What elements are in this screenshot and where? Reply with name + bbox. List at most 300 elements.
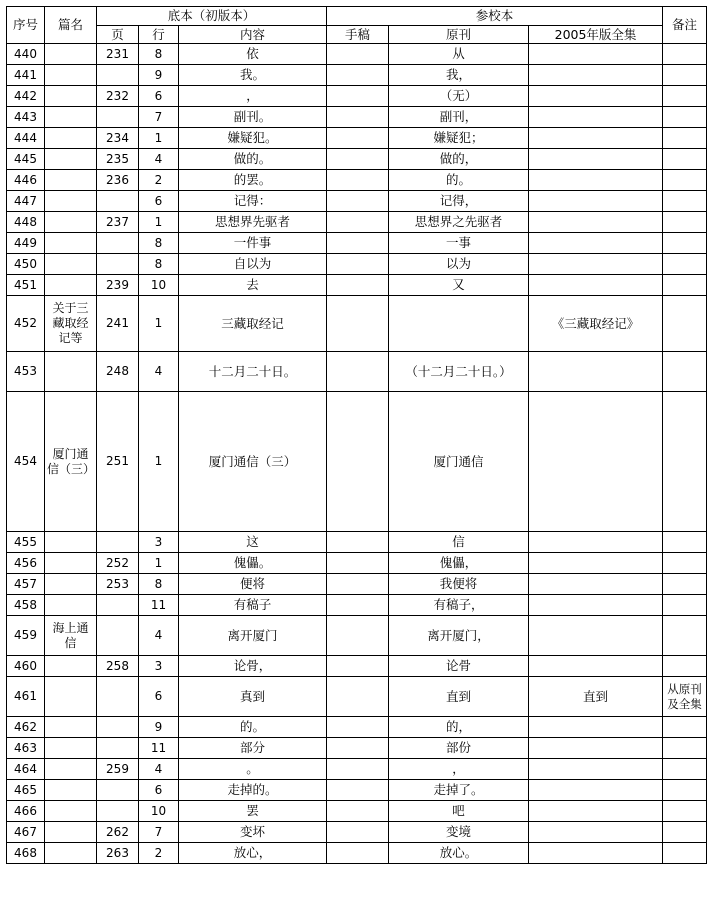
- cell-manuscript: [327, 86, 389, 107]
- cell-page: 253: [97, 574, 139, 595]
- table-row: [7, 780, 707, 801]
- cell-page: [97, 677, 139, 717]
- cell-content: 思想界先驱者: [179, 212, 327, 233]
- cell-line: 8: [139, 44, 179, 65]
- table-row: [7, 717, 707, 738]
- cell-note: [663, 780, 707, 801]
- cell-original: 以为: [389, 254, 529, 275]
- cell-manuscript: [327, 212, 389, 233]
- cell-title: [45, 717, 97, 738]
- cell-original: ，: [389, 759, 529, 780]
- cell-line: 6: [139, 191, 179, 212]
- cell-page: [97, 616, 139, 656]
- table-row: [7, 44, 707, 65]
- cell-note: [663, 553, 707, 574]
- cell-line: 10: [139, 275, 179, 296]
- cell-collection-2005: [529, 233, 663, 254]
- header-line: 行: [139, 25, 179, 44]
- cell-manuscript: [327, 352, 389, 392]
- cell-note: [663, 392, 707, 532]
- cell-original: 记得，: [389, 191, 529, 212]
- cell-title: [45, 275, 97, 296]
- cell-page: [97, 717, 139, 738]
- cell-note: [663, 128, 707, 149]
- cell-original: 傀儡，: [389, 553, 529, 574]
- table-row: [7, 149, 707, 170]
- cell-title: [45, 843, 97, 864]
- cell-collection-2005: [529, 352, 663, 392]
- cell-note: [663, 212, 707, 233]
- cell-note: [663, 822, 707, 843]
- cell-page: [97, 254, 139, 275]
- cell-collection-2005: [529, 532, 663, 553]
- cell-title: [45, 738, 97, 759]
- cell-page: 232: [97, 86, 139, 107]
- cell-collection-2005: [529, 128, 663, 149]
- table-row: [7, 275, 707, 296]
- table-row: [7, 65, 707, 86]
- cell-content: 的罢。: [179, 170, 327, 191]
- cell-line: 6: [139, 86, 179, 107]
- cell-note: [663, 574, 707, 595]
- cell-collection-2005: [529, 149, 663, 170]
- cell-seq: 462: [7, 717, 45, 738]
- cell-seq: 455: [7, 532, 45, 553]
- cell-content: 去: [179, 275, 327, 296]
- cell-content: 便将: [179, 574, 327, 595]
- cell-line: 9: [139, 717, 179, 738]
- cell-page: [97, 107, 139, 128]
- cell-note: [663, 759, 707, 780]
- cell-title: [45, 44, 97, 65]
- cell-page: 235: [97, 149, 139, 170]
- cell-seq: 440: [7, 44, 45, 65]
- cell-manuscript: [327, 759, 389, 780]
- cell-seq: 449: [7, 233, 45, 254]
- cell-page: 241: [97, 296, 139, 352]
- cell-note: [663, 532, 707, 553]
- cell-original: 直到: [389, 677, 529, 717]
- header-seq: 序号: [7, 7, 45, 44]
- cell-line: 1: [139, 296, 179, 352]
- cell-note: [663, 254, 707, 275]
- cell-original: 部份: [389, 738, 529, 759]
- cell-content: 嫌疑犯。: [179, 128, 327, 149]
- cell-title: 关于三藏取经记等: [45, 296, 97, 352]
- cell-seq: 446: [7, 170, 45, 191]
- table-row: [7, 595, 707, 616]
- cell-original: 厦门通信: [389, 392, 529, 532]
- cell-line: 4: [139, 616, 179, 656]
- table-row: [7, 553, 707, 574]
- cell-page: 231: [97, 44, 139, 65]
- cell-line: 11: [139, 595, 179, 616]
- cell-content: 十二月二十日。: [179, 352, 327, 392]
- cell-note: [663, 191, 707, 212]
- cell-line: 3: [139, 532, 179, 553]
- cell-manuscript: [327, 595, 389, 616]
- cell-note: [663, 738, 707, 759]
- cell-manuscript: [327, 392, 389, 532]
- cell-line: 1: [139, 553, 179, 574]
- cell-manuscript: [327, 532, 389, 553]
- table-row: [7, 843, 707, 864]
- cell-line: 3: [139, 656, 179, 677]
- cell-original: 做的，: [389, 149, 529, 170]
- cell-title: [45, 86, 97, 107]
- cell-seq: 441: [7, 65, 45, 86]
- cell-original: 思想界之先驱者: [389, 212, 529, 233]
- cell-line: 1: [139, 392, 179, 532]
- cell-collection-2005: [529, 44, 663, 65]
- cell-manuscript: [327, 170, 389, 191]
- cell-seq: 459: [7, 616, 45, 656]
- cell-seq: 445: [7, 149, 45, 170]
- table-row: [7, 233, 707, 254]
- cell-seq: 466: [7, 801, 45, 822]
- cell-page: 234: [97, 128, 139, 149]
- cell-line: 8: [139, 254, 179, 275]
- cell-title: [45, 822, 97, 843]
- table-row: [7, 107, 707, 128]
- cell-manuscript: [327, 822, 389, 843]
- cell-collection-2005: [529, 780, 663, 801]
- cell-collection-2005: [529, 553, 663, 574]
- cell-page: [97, 532, 139, 553]
- cell-note: [663, 44, 707, 65]
- cell-page: 258: [97, 656, 139, 677]
- table-row: [7, 738, 707, 759]
- cell-note: [663, 86, 707, 107]
- cell-page: 236: [97, 170, 139, 191]
- cell-collection-2005: [529, 738, 663, 759]
- cell-original: 从: [389, 44, 529, 65]
- cell-line: 9: [139, 65, 179, 86]
- cell-content: 我。: [179, 65, 327, 86]
- cell-title: [45, 532, 97, 553]
- cell-line: 6: [139, 780, 179, 801]
- cell-line: 2: [139, 170, 179, 191]
- cell-collection-2005: [529, 822, 663, 843]
- cell-page: 252: [97, 553, 139, 574]
- cell-note: [663, 233, 707, 254]
- cell-manuscript: [327, 738, 389, 759]
- header-manuscript: 手稿: [327, 25, 389, 44]
- cell-manuscript: [327, 275, 389, 296]
- cell-original: 变境: [389, 822, 529, 843]
- table-row: [7, 212, 707, 233]
- cell-original: 的。: [389, 170, 529, 191]
- cell-content: 这: [179, 532, 327, 553]
- cell-content: 三藏取经记: [179, 296, 327, 352]
- cell-line: 8: [139, 233, 179, 254]
- cell-collection-2005: [529, 254, 663, 275]
- cell-page: [97, 738, 139, 759]
- cell-page: [97, 595, 139, 616]
- header-title: 篇名: [45, 7, 97, 44]
- cell-collection-2005: [529, 843, 663, 864]
- cell-content: 的。: [179, 717, 327, 738]
- cell-content: 变坏: [179, 822, 327, 843]
- cell-title: [45, 128, 97, 149]
- cell-title: [45, 65, 97, 86]
- cell-line: 4: [139, 759, 179, 780]
- cell-note: [663, 717, 707, 738]
- header-original: 原刊: [389, 25, 529, 44]
- cell-line: 11: [139, 738, 179, 759]
- cell-seq: 454: [7, 392, 45, 532]
- cell-collection-2005: [529, 170, 663, 191]
- cell-original: 有稿子，: [389, 595, 529, 616]
- cell-content: 记得：: [179, 191, 327, 212]
- cell-content: 依: [179, 44, 327, 65]
- table-row: [7, 86, 707, 107]
- cell-manuscript: [327, 616, 389, 656]
- cell-page: 237: [97, 212, 139, 233]
- cell-collection-2005: [529, 86, 663, 107]
- cell-title: 海上通信: [45, 616, 97, 656]
- cell-original: 一事: [389, 233, 529, 254]
- table-row: [7, 128, 707, 149]
- cell-seq: 452: [7, 296, 45, 352]
- cell-line: 1: [139, 128, 179, 149]
- cell-seq: 463: [7, 738, 45, 759]
- table-header: [7, 7, 707, 44]
- cell-content: 做的。: [179, 149, 327, 170]
- cell-collection-2005: 《三藏取经记》: [529, 296, 663, 352]
- cell-manuscript: [327, 191, 389, 212]
- cell-title: [45, 801, 97, 822]
- cell-line: 4: [139, 352, 179, 392]
- cell-note: [663, 65, 707, 86]
- cell-original: 吧: [389, 801, 529, 822]
- cell-manuscript: [327, 149, 389, 170]
- cell-seq: 451: [7, 275, 45, 296]
- cell-content: 厦门通信（三）: [179, 392, 327, 532]
- cell-seq: 453: [7, 352, 45, 392]
- table-row: [7, 677, 707, 717]
- cell-seq: 456: [7, 553, 45, 574]
- cell-manuscript: [327, 296, 389, 352]
- table-row: [7, 296, 707, 352]
- cell-collection-2005: [529, 212, 663, 233]
- cell-manuscript: [327, 44, 389, 65]
- cell-manuscript: [327, 843, 389, 864]
- cell-line: 7: [139, 822, 179, 843]
- cell-content: 真到: [179, 677, 327, 717]
- cell-seq: 468: [7, 843, 45, 864]
- cell-note: [663, 275, 707, 296]
- cell-line: 8: [139, 574, 179, 595]
- cell-content: 一件事: [179, 233, 327, 254]
- cell-line: 4: [139, 149, 179, 170]
- cell-manuscript: [327, 553, 389, 574]
- cell-content: 论骨，: [179, 656, 327, 677]
- cell-title: [45, 191, 97, 212]
- cell-collection-2005: [529, 107, 663, 128]
- cell-note: [663, 616, 707, 656]
- table-row: [7, 191, 707, 212]
- table-row: [7, 532, 707, 553]
- cell-content: ，: [179, 86, 327, 107]
- cell-seq: 457: [7, 574, 45, 595]
- header-note: 备注: [663, 7, 707, 44]
- cell-collection-2005: [529, 717, 663, 738]
- cell-title: [45, 595, 97, 616]
- cell-page: [97, 191, 139, 212]
- table-row: [7, 801, 707, 822]
- header-content: 内容: [179, 25, 327, 44]
- cell-original: （无）: [389, 86, 529, 107]
- cell-page: 262: [97, 822, 139, 843]
- cell-line: 2: [139, 843, 179, 864]
- cell-manuscript: [327, 717, 389, 738]
- cell-collection-2005: [529, 275, 663, 296]
- cell-original: （十二月二十日。）: [389, 352, 529, 392]
- cell-manuscript: [327, 677, 389, 717]
- collation-table: [6, 6, 707, 864]
- cell-note: [663, 656, 707, 677]
- header-page: 页: [97, 25, 139, 44]
- table-body: [7, 44, 707, 864]
- cell-seq: 444: [7, 128, 45, 149]
- table-row: [7, 656, 707, 677]
- cell-manuscript: [327, 254, 389, 275]
- cell-content: 有稿子: [179, 595, 327, 616]
- cell-content: 傀儡。: [179, 553, 327, 574]
- cell-collection-2005: [529, 191, 663, 212]
- cell-original: 信: [389, 532, 529, 553]
- cell-original: 走掉了。: [389, 780, 529, 801]
- header-group-compare: 参校本: [327, 7, 663, 26]
- cell-seq: 467: [7, 822, 45, 843]
- cell-original: 放心。: [389, 843, 529, 864]
- cell-title: [45, 212, 97, 233]
- table-row: [7, 574, 707, 595]
- cell-page: 263: [97, 843, 139, 864]
- cell-collection-2005: [529, 574, 663, 595]
- cell-original: 又: [389, 275, 529, 296]
- cell-seq: 460: [7, 656, 45, 677]
- cell-manuscript: [327, 801, 389, 822]
- cell-page: [97, 801, 139, 822]
- cell-title: [45, 574, 97, 595]
- cell-note: [663, 296, 707, 352]
- header-row-sub: [7, 25, 707, 44]
- cell-note: [663, 843, 707, 864]
- cell-page: 251: [97, 392, 139, 532]
- table-row: [7, 170, 707, 191]
- cell-content: 放心，: [179, 843, 327, 864]
- cell-title: [45, 233, 97, 254]
- table-row: [7, 392, 707, 532]
- table-row: [7, 616, 707, 656]
- header-row-group: [7, 7, 707, 26]
- cell-original: 我，: [389, 65, 529, 86]
- cell-collection-2005: [529, 65, 663, 86]
- cell-title: [45, 170, 97, 191]
- cell-seq: 448: [7, 212, 45, 233]
- cell-seq: 442: [7, 86, 45, 107]
- cell-manuscript: [327, 107, 389, 128]
- cell-title: [45, 254, 97, 275]
- cell-manuscript: [327, 574, 389, 595]
- cell-seq: 443: [7, 107, 45, 128]
- cell-title: [45, 656, 97, 677]
- cell-note: [663, 352, 707, 392]
- cell-line: 7: [139, 107, 179, 128]
- cell-original: 的，: [389, 717, 529, 738]
- cell-page: [97, 780, 139, 801]
- cell-original: 离开厦门，: [389, 616, 529, 656]
- cell-page: [97, 233, 139, 254]
- cell-manuscript: [327, 233, 389, 254]
- cell-seq: 461: [7, 677, 45, 717]
- cell-title: [45, 759, 97, 780]
- table-row: [7, 352, 707, 392]
- cell-content: 自以为: [179, 254, 327, 275]
- cell-original: [389, 296, 529, 352]
- cell-content: 。: [179, 759, 327, 780]
- cell-collection-2005: [529, 656, 663, 677]
- cell-manuscript: [327, 65, 389, 86]
- cell-original: 论骨: [389, 656, 529, 677]
- cell-title: [45, 780, 97, 801]
- cell-collection-2005: [529, 595, 663, 616]
- cell-seq: 465: [7, 780, 45, 801]
- cell-seq: 450: [7, 254, 45, 275]
- cell-note: [663, 595, 707, 616]
- cell-collection-2005: [529, 759, 663, 780]
- cell-collection-2005: [529, 616, 663, 656]
- cell-page: [97, 65, 139, 86]
- cell-line: 6: [139, 677, 179, 717]
- cell-seq: 464: [7, 759, 45, 780]
- cell-title: [45, 149, 97, 170]
- cell-original: 我便将: [389, 574, 529, 595]
- cell-original: 副刊，: [389, 107, 529, 128]
- cell-collection-2005: [529, 801, 663, 822]
- cell-note: [663, 149, 707, 170]
- header-collection-2005: 2005年版全集: [529, 25, 663, 44]
- cell-title: 厦门通信（三）: [45, 392, 97, 532]
- cell-title: [45, 677, 97, 717]
- cell-collection-2005: 直到: [529, 677, 663, 717]
- header-group-base: 底本（初版本）: [97, 7, 327, 26]
- cell-manuscript: [327, 780, 389, 801]
- table-row: [7, 759, 707, 780]
- cell-page: 248: [97, 352, 139, 392]
- cell-line: 10: [139, 801, 179, 822]
- cell-title: [45, 107, 97, 128]
- cell-note: [663, 107, 707, 128]
- cell-original: 嫌疑犯；: [389, 128, 529, 149]
- cell-content: 部分: [179, 738, 327, 759]
- cell-title: [45, 352, 97, 392]
- cell-seq: 458: [7, 595, 45, 616]
- cell-note: [663, 801, 707, 822]
- cell-page: 239: [97, 275, 139, 296]
- cell-content: 罢: [179, 801, 327, 822]
- cell-content: 走掉的。: [179, 780, 327, 801]
- cell-collection-2005: [529, 392, 663, 532]
- cell-page: 259: [97, 759, 139, 780]
- cell-manuscript: [327, 656, 389, 677]
- cell-content: 副刊。: [179, 107, 327, 128]
- cell-manuscript: [327, 128, 389, 149]
- cell-note: 从原刊及全集: [663, 677, 707, 717]
- cell-note: [663, 170, 707, 191]
